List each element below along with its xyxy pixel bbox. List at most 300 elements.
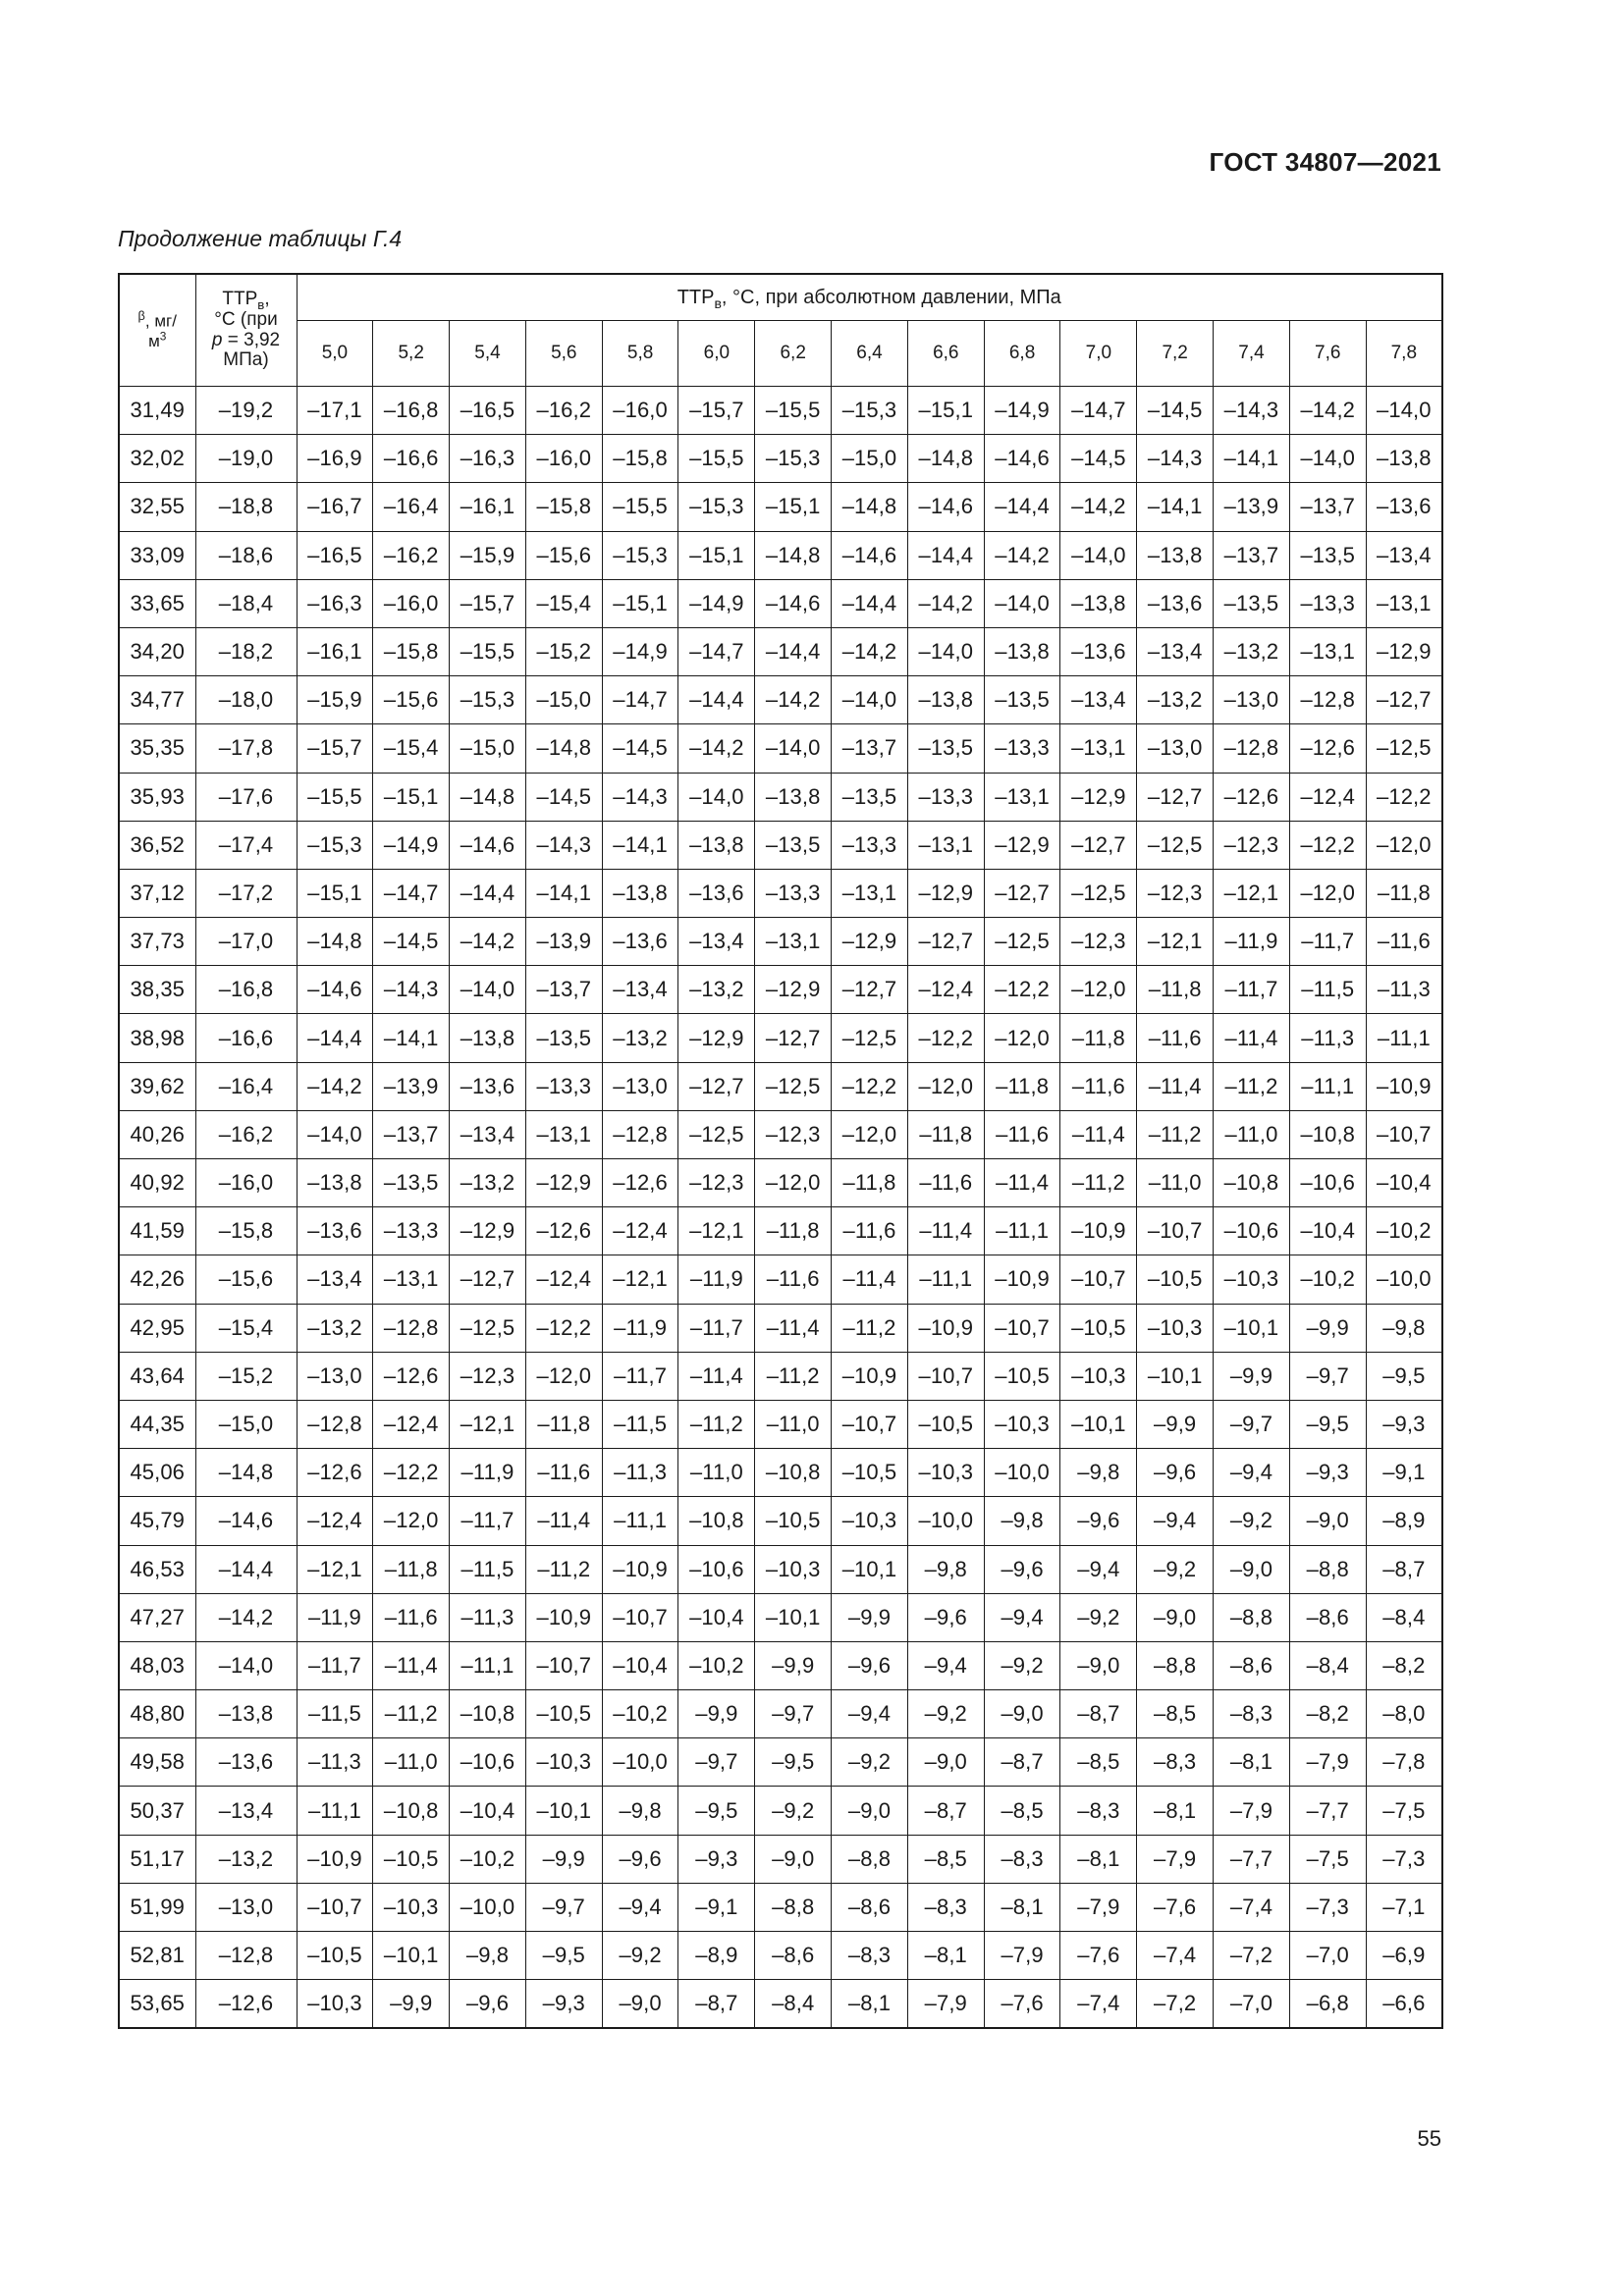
cell-ttr: –14,2: [1289, 387, 1366, 435]
cell-ttr: –12,5: [984, 918, 1060, 966]
cell-ttr: –9,6: [1137, 1449, 1214, 1497]
cell-ttr: –10,8: [1214, 1159, 1290, 1207]
cell-ttr: –13,1: [755, 918, 832, 966]
col-header-pressure: 7,0: [1060, 321, 1137, 387]
cell-ttr: –12,2: [1289, 821, 1366, 869]
cell-ttr: –9,5: [755, 1738, 832, 1787]
cell-ttr: –15,9: [450, 531, 526, 579]
cell-ttr: –14,2: [1060, 483, 1137, 531]
cell-ttr: –14,4: [984, 483, 1060, 531]
cell-ttr: –15,5: [755, 387, 832, 435]
cell-ttr: –10,9: [602, 1545, 678, 1593]
cell-ttr: –9,5: [525, 1932, 602, 1980]
cell-ttr: –12,4: [297, 1497, 373, 1545]
cell-ttr: –11,1: [602, 1497, 678, 1545]
cell-ttr: –11,3: [1289, 1014, 1366, 1062]
cell-ttr-392: –14,6: [195, 1497, 297, 1545]
cell-beta: 39,62: [119, 1062, 195, 1110]
cell-ttr: –7,9: [907, 1980, 984, 2029]
cell-ttr: –13,9: [525, 918, 602, 966]
cell-ttr-392: –18,0: [195, 676, 297, 724]
cell-ttr: –9,6: [1060, 1497, 1137, 1545]
cell-ttr: –13,7: [373, 1110, 450, 1158]
cell-ttr: –13,5: [1289, 531, 1366, 579]
cell-ttr: –12,8: [297, 1400, 373, 1448]
cell-ttr: –13,5: [832, 773, 908, 821]
cell-ttr: –10,0: [602, 1738, 678, 1787]
cell-ttr: –12,0: [525, 1352, 602, 1400]
cell-beta: 47,27: [119, 1593, 195, 1641]
cell-ttr: –8,0: [1366, 1690, 1442, 1738]
cell-ttr: –11,2: [832, 1304, 908, 1352]
cell-ttr: –11,5: [1289, 966, 1366, 1014]
cell-ttr: –10,7: [297, 1883, 373, 1931]
cell-ttr: –11,1: [984, 1207, 1060, 1255]
cell-ttr: –11,8: [755, 1207, 832, 1255]
cell-ttr: –10,0: [450, 1883, 526, 1931]
cell-ttr: –14,5: [525, 773, 602, 821]
cell-ttr: –12,4: [907, 966, 984, 1014]
cell-ttr: –10,5: [1137, 1255, 1214, 1304]
cell-ttr: –13,3: [907, 773, 984, 821]
cell-ttr: –10,7: [832, 1400, 908, 1448]
table-row: [119, 1159, 1442, 1207]
cell-ttr: –12,0: [755, 1159, 832, 1207]
cell-ttr: –16,0: [373, 579, 450, 627]
cell-ttr: –15,5: [602, 483, 678, 531]
cell-beta: 51,17: [119, 1835, 195, 1883]
header-row-1: [119, 274, 1442, 321]
cell-ttr: –12,5: [1060, 869, 1137, 917]
cell-ttr: –13,5: [907, 724, 984, 773]
cell-ttr: –11,8: [373, 1545, 450, 1593]
cell-ttr: –12,7: [832, 966, 908, 1014]
cell-ttr: –11,2: [525, 1545, 602, 1593]
table-row: [119, 1932, 1442, 1980]
table-row: [119, 1062, 1442, 1110]
cell-ttr: –11,5: [602, 1400, 678, 1448]
cell-ttr: –11,3: [297, 1738, 373, 1787]
cell-ttr-392: –18,2: [195, 627, 297, 675]
cell-ttr: –13,8: [297, 1159, 373, 1207]
cell-ttr: –11,4: [755, 1304, 832, 1352]
cell-ttr: –9,7: [678, 1738, 755, 1787]
cell-ttr: –11,4: [373, 1641, 450, 1689]
cell-ttr: –7,9: [1289, 1738, 1366, 1787]
table-row: [119, 821, 1442, 869]
col-header-pressure: 7,6: [1289, 321, 1366, 387]
cell-ttr: –9,4: [907, 1641, 984, 1689]
cell-ttr: –12,9: [984, 821, 1060, 869]
cell-ttr: –13,1: [907, 821, 984, 869]
cell-ttr: –14,4: [297, 1014, 373, 1062]
cell-ttr: –11,9: [678, 1255, 755, 1304]
cell-ttr: –7,9: [1060, 1883, 1137, 1931]
cell-ttr: –12,3: [1214, 821, 1290, 869]
cell-ttr: –12,8: [1289, 676, 1366, 724]
cell-ttr-392: –18,6: [195, 531, 297, 579]
cell-ttr: –14,8: [832, 483, 908, 531]
cell-ttr: –8,3: [907, 1883, 984, 1931]
col-header-ttr: $ТТР_в$, °С (при р = 3,92 МПа): [195, 274, 297, 387]
cell-ttr: –9,9: [678, 1690, 755, 1738]
cell-ttr: –8,5: [1060, 1738, 1137, 1787]
cell-beta: 48,03: [119, 1641, 195, 1689]
cell-ttr: –11,8: [907, 1110, 984, 1158]
cell-ttr: –8,8: [1137, 1641, 1214, 1689]
cell-ttr: –10,8: [373, 1787, 450, 1835]
cell-ttr: –16,4: [373, 483, 450, 531]
cell-ttr: –10,0: [1366, 1255, 1442, 1304]
cell-ttr: –9,5: [1289, 1400, 1366, 1448]
cell-ttr: –14,8: [525, 724, 602, 773]
cell-ttr-392: –17,2: [195, 869, 297, 917]
table-header: [119, 274, 1442, 387]
cell-ttr: –9,9: [755, 1641, 832, 1689]
cell-ttr: –14,7: [1060, 387, 1137, 435]
cell-ttr-392: –13,0: [195, 1883, 297, 1931]
cell-ttr: –9,6: [450, 1980, 526, 2029]
cell-ttr: –9,8: [1060, 1449, 1137, 1497]
cell-ttr: –14,5: [1137, 387, 1214, 435]
col-header-pressure: 7,2: [1137, 321, 1214, 387]
cell-ttr: –6,8: [1289, 1980, 1366, 2029]
cell-ttr: –15,4: [373, 724, 450, 773]
table-row: [119, 1110, 1442, 1158]
cell-ttr: –9,8: [1366, 1304, 1442, 1352]
cell-ttr: –8,9: [678, 1932, 755, 1980]
cell-ttr: –12,7: [755, 1014, 832, 1062]
cell-ttr: –13,8: [907, 676, 984, 724]
cell-ttr: –10,6: [450, 1738, 526, 1787]
cell-ttr: –9,3: [1366, 1400, 1442, 1448]
cell-ttr: –13,2: [297, 1304, 373, 1352]
cell-ttr: –13,3: [984, 724, 1060, 773]
cell-ttr: –12,7: [450, 1255, 526, 1304]
cell-ttr: –13,3: [373, 1207, 450, 1255]
cell-ttr: –7,9: [1214, 1787, 1290, 1835]
cell-ttr: –10,2: [678, 1641, 755, 1689]
cell-ttr: –13,2: [602, 1014, 678, 1062]
cell-ttr: –10,8: [1289, 1110, 1366, 1158]
cell-ttr: –14,5: [602, 724, 678, 773]
col-header-pressure: 7,4: [1214, 321, 1290, 387]
cell-ttr: –7,4: [1060, 1980, 1137, 2029]
cell-ttr: –14,3: [525, 821, 602, 869]
cell-ttr: –10,3: [755, 1545, 832, 1593]
cell-ttr: –12,9: [525, 1159, 602, 1207]
cell-beta: 32,55: [119, 483, 195, 531]
cell-ttr: –10,6: [1289, 1159, 1366, 1207]
cell-ttr: –7,3: [1289, 1883, 1366, 1931]
cell-ttr: –13,5: [373, 1159, 450, 1207]
cell-ttr: –13,0: [1137, 724, 1214, 773]
cell-ttr: –12,1: [297, 1545, 373, 1593]
cell-ttr: –14,4: [832, 579, 908, 627]
cell-ttr: –10,9: [907, 1304, 984, 1352]
cell-ttr: –16,0: [525, 435, 602, 483]
document-code: ГОСТ 34807—2021: [1209, 147, 1441, 177]
cell-ttr: –11,7: [450, 1497, 526, 1545]
cell-ttr: –9,8: [907, 1545, 984, 1593]
cell-ttr: –11,6: [1366, 918, 1442, 966]
cell-ttr: –11,4: [525, 1497, 602, 1545]
cell-beta: 33,09: [119, 531, 195, 579]
cell-ttr: –13,8: [1137, 531, 1214, 579]
cell-ttr: –9,2: [602, 1932, 678, 1980]
cell-ttr: –13,8: [1366, 435, 1442, 483]
cell-ttr: –17,1: [297, 387, 373, 435]
table-row: [119, 1883, 1442, 1931]
cell-ttr: –15,3: [297, 821, 373, 869]
cell-beta: 44,35: [119, 1400, 195, 1448]
hydrate-temperature-table: [118, 273, 1443, 2029]
cell-ttr-392: –14,2: [195, 1593, 297, 1641]
cell-ttr: –9,8: [450, 1932, 526, 1980]
cell-ttr: –15,3: [450, 676, 526, 724]
cell-ttr-392: –17,6: [195, 773, 297, 821]
cell-ttr: –13,1: [1060, 724, 1137, 773]
cell-ttr: –13,2: [1137, 676, 1214, 724]
cell-ttr: –10,7: [1137, 1207, 1214, 1255]
cell-beta: 40,26: [119, 1110, 195, 1158]
cell-ttr: –10,3: [1214, 1255, 1290, 1304]
cell-beta: 48,80: [119, 1690, 195, 1738]
cell-ttr: –10,3: [525, 1738, 602, 1787]
table-row: [119, 1352, 1442, 1400]
cell-ttr: –11,6: [755, 1255, 832, 1304]
cell-ttr: –9,5: [1366, 1352, 1442, 1400]
table-row: [119, 1690, 1442, 1738]
cell-ttr-392: –16,4: [195, 1062, 297, 1110]
cell-ttr: –13,8: [755, 773, 832, 821]
cell-ttr-392: –15,6: [195, 1255, 297, 1304]
cell-ttr: –11,0: [1137, 1159, 1214, 1207]
cell-ttr: –14,1: [373, 1014, 450, 1062]
cell-ttr: –10,5: [755, 1497, 832, 1545]
cell-ttr: –8,7: [1366, 1545, 1442, 1593]
cell-ttr: –9,3: [1289, 1449, 1366, 1497]
cell-ttr: –10,3: [1060, 1352, 1137, 1400]
cell-ttr: –15,1: [678, 531, 755, 579]
cell-ttr: –12,2: [1366, 773, 1442, 821]
cell-ttr: –12,8: [602, 1110, 678, 1158]
col-header-pressure: 6,2: [755, 321, 832, 387]
cell-ttr: –9,8: [984, 1497, 1060, 1545]
cell-ttr: –10,2: [450, 1835, 526, 1883]
cell-ttr: –15,0: [450, 724, 526, 773]
cell-ttr: –14,8: [297, 918, 373, 966]
cell-ttr: –9,6: [832, 1641, 908, 1689]
cell-ttr: –14,0: [450, 966, 526, 1014]
cell-ttr: –9,7: [1214, 1400, 1290, 1448]
cell-ttr: –14,3: [1214, 387, 1290, 435]
cell-ttr: –13,6: [678, 869, 755, 917]
cell-ttr: –7,7: [1214, 1835, 1290, 1883]
cell-ttr: –8,2: [1289, 1690, 1366, 1738]
cell-ttr: –11,8: [1366, 869, 1442, 917]
cell-beta: 38,98: [119, 1014, 195, 1062]
cell-ttr-392: –15,8: [195, 1207, 297, 1255]
cell-ttr: –14,2: [907, 579, 984, 627]
cell-ttr: –10,9: [1366, 1062, 1442, 1110]
cell-ttr: –10,5: [297, 1932, 373, 1980]
table-row: [119, 1787, 1442, 1835]
cell-ttr: –11,7: [602, 1352, 678, 1400]
cell-ttr: –14,8: [755, 531, 832, 579]
cell-ttr: –9,0: [984, 1690, 1060, 1738]
cell-ttr: –14,0: [1289, 435, 1366, 483]
cell-ttr: –8,8: [832, 1835, 908, 1883]
cell-ttr: –15,8: [373, 627, 450, 675]
cell-beta: 35,35: [119, 724, 195, 773]
cell-beta: 36,52: [119, 821, 195, 869]
table-row: [119, 773, 1442, 821]
cell-ttr: –10,7: [984, 1304, 1060, 1352]
cell-ttr: –7,9: [1137, 1835, 1214, 1883]
cell-ttr: –12,2: [907, 1014, 984, 1062]
cell-ttr: –14,5: [1060, 435, 1137, 483]
cell-ttr: –12,5: [1366, 724, 1442, 773]
cell-ttr: –11,6: [907, 1159, 984, 1207]
cell-ttr: –13,9: [1214, 483, 1290, 531]
cell-ttr: –11,4: [1060, 1110, 1137, 1158]
cell-ttr: –12,9: [832, 918, 908, 966]
cell-ttr: –10,6: [678, 1545, 755, 1593]
cell-ttr: –12,1: [1137, 918, 1214, 966]
cell-ttr: –15,9: [297, 676, 373, 724]
cell-ttr-392: –14,4: [195, 1545, 297, 1593]
cell-ttr: –13,1: [1366, 579, 1442, 627]
cell-ttr: –8,6: [832, 1883, 908, 1931]
col-header-pressure: 6,0: [678, 321, 755, 387]
cell-ttr: –13,8: [1060, 579, 1137, 627]
col-header-pressure: 5,8: [602, 321, 678, 387]
cell-ttr: –16,2: [373, 531, 450, 579]
cell-ttr: –10,3: [907, 1449, 984, 1497]
cell-ttr: –11,4: [907, 1207, 984, 1255]
cell-ttr: –9,2: [984, 1641, 1060, 1689]
cell-ttr: –14,6: [832, 531, 908, 579]
cell-ttr: –13,4: [602, 966, 678, 1014]
cell-ttr: –8,7: [1060, 1690, 1137, 1738]
cell-ttr-392: –17,8: [195, 724, 297, 773]
table-row: [119, 627, 1442, 675]
cell-ttr: –11,7: [1214, 966, 1290, 1014]
cell-ttr-392: –19,2: [195, 387, 297, 435]
cell-ttr: –11,2: [373, 1690, 450, 1738]
cell-ttr: –14,9: [984, 387, 1060, 435]
col-header-pressure: 6,8: [984, 321, 1060, 387]
cell-ttr: –10,9: [525, 1593, 602, 1641]
table-row: [119, 1738, 1442, 1787]
cell-ttr: –14,4: [678, 676, 755, 724]
cell-ttr: –10,9: [832, 1352, 908, 1400]
cell-ttr: –12,6: [297, 1449, 373, 1497]
cell-ttr: –13,7: [1214, 531, 1290, 579]
cell-ttr: –9,4: [1137, 1497, 1214, 1545]
cell-ttr: –14,2: [297, 1062, 373, 1110]
cell-ttr: –12,2: [984, 966, 1060, 1014]
cell-ttr: –13,1: [832, 869, 908, 917]
cell-ttr: –14,7: [373, 869, 450, 917]
cell-ttr: –9,4: [1060, 1545, 1137, 1593]
table-row: [119, 1207, 1442, 1255]
cell-ttr: –7,1: [1366, 1883, 1442, 1931]
cell-ttr: –9,0: [1060, 1641, 1137, 1689]
cell-ttr: –8,5: [907, 1835, 984, 1883]
cell-ttr: –13,8: [678, 821, 755, 869]
cell-ttr: –12,0: [907, 1062, 984, 1110]
cell-ttr: –14,6: [755, 579, 832, 627]
cell-ttr: –13,5: [1214, 579, 1290, 627]
cell-ttr-392: –16,8: [195, 966, 297, 1014]
cell-ttr: –14,4: [907, 531, 984, 579]
cell-ttr: –9,6: [602, 1835, 678, 1883]
cell-ttr: –8,6: [755, 1932, 832, 1980]
cell-ttr-392: –12,6: [195, 1980, 297, 2029]
cell-ttr: –10,5: [373, 1835, 450, 1883]
cell-ttr: –15,6: [525, 531, 602, 579]
cell-ttr: –13,3: [832, 821, 908, 869]
cell-ttr: –15,1: [297, 869, 373, 917]
cell-ttr: –13,4: [1366, 531, 1442, 579]
cell-beta: 32,02: [119, 435, 195, 483]
table-body: [119, 387, 1442, 2029]
cell-ttr: –14,3: [373, 966, 450, 1014]
cell-ttr: –10,1: [1137, 1352, 1214, 1400]
cell-ttr: –8,3: [1137, 1738, 1214, 1787]
cell-ttr-392: –14,8: [195, 1449, 297, 1497]
cell-ttr: –11,5: [450, 1545, 526, 1593]
cell-ttr: –14,6: [984, 435, 1060, 483]
cell-beta: 33,65: [119, 579, 195, 627]
cell-ttr: –9,5: [678, 1787, 755, 1835]
cell-ttr: –11,1: [907, 1255, 984, 1304]
cell-ttr: –15,7: [297, 724, 373, 773]
cell-ttr: –13,0: [1214, 676, 1290, 724]
cell-ttr: –12,1: [678, 1207, 755, 1255]
cell-ttr: –15,1: [602, 579, 678, 627]
cell-ttr: –14,4: [755, 627, 832, 675]
table-row: [119, 435, 1442, 483]
table-row: [119, 579, 1442, 627]
cell-ttr: –10,2: [1289, 1255, 1366, 1304]
cell-ttr: –11,7: [1289, 918, 1366, 966]
cell-ttr: –13,7: [525, 966, 602, 1014]
cell-ttr: –16,6: [373, 435, 450, 483]
cell-beta: 53,65: [119, 1980, 195, 2029]
cell-ttr: –12,8: [1214, 724, 1290, 773]
cell-ttr: –10,4: [602, 1641, 678, 1689]
cell-ttr: –13,0: [297, 1352, 373, 1400]
cell-ttr: –9,9: [525, 1835, 602, 1883]
cell-ttr: –14,7: [678, 627, 755, 675]
cell-ttr: –10,1: [1060, 1400, 1137, 1448]
cell-ttr: –11,4: [678, 1352, 755, 1400]
cell-ttr: –15,1: [755, 483, 832, 531]
cell-ttr: –13,6: [1366, 483, 1442, 531]
cell-ttr: –11,8: [832, 1159, 908, 1207]
page-number: 55: [1417, 2126, 1441, 2151]
cell-ttr: –8,6: [1289, 1593, 1366, 1641]
cell-ttr: –7,2: [1137, 1980, 1214, 2029]
cell-ttr: –8,8: [1214, 1593, 1290, 1641]
cell-ttr: –10,8: [755, 1449, 832, 1497]
cell-ttr-392: –13,4: [195, 1787, 297, 1835]
cell-ttr: –9,4: [1214, 1449, 1290, 1497]
cell-ttr: –13,6: [602, 918, 678, 966]
